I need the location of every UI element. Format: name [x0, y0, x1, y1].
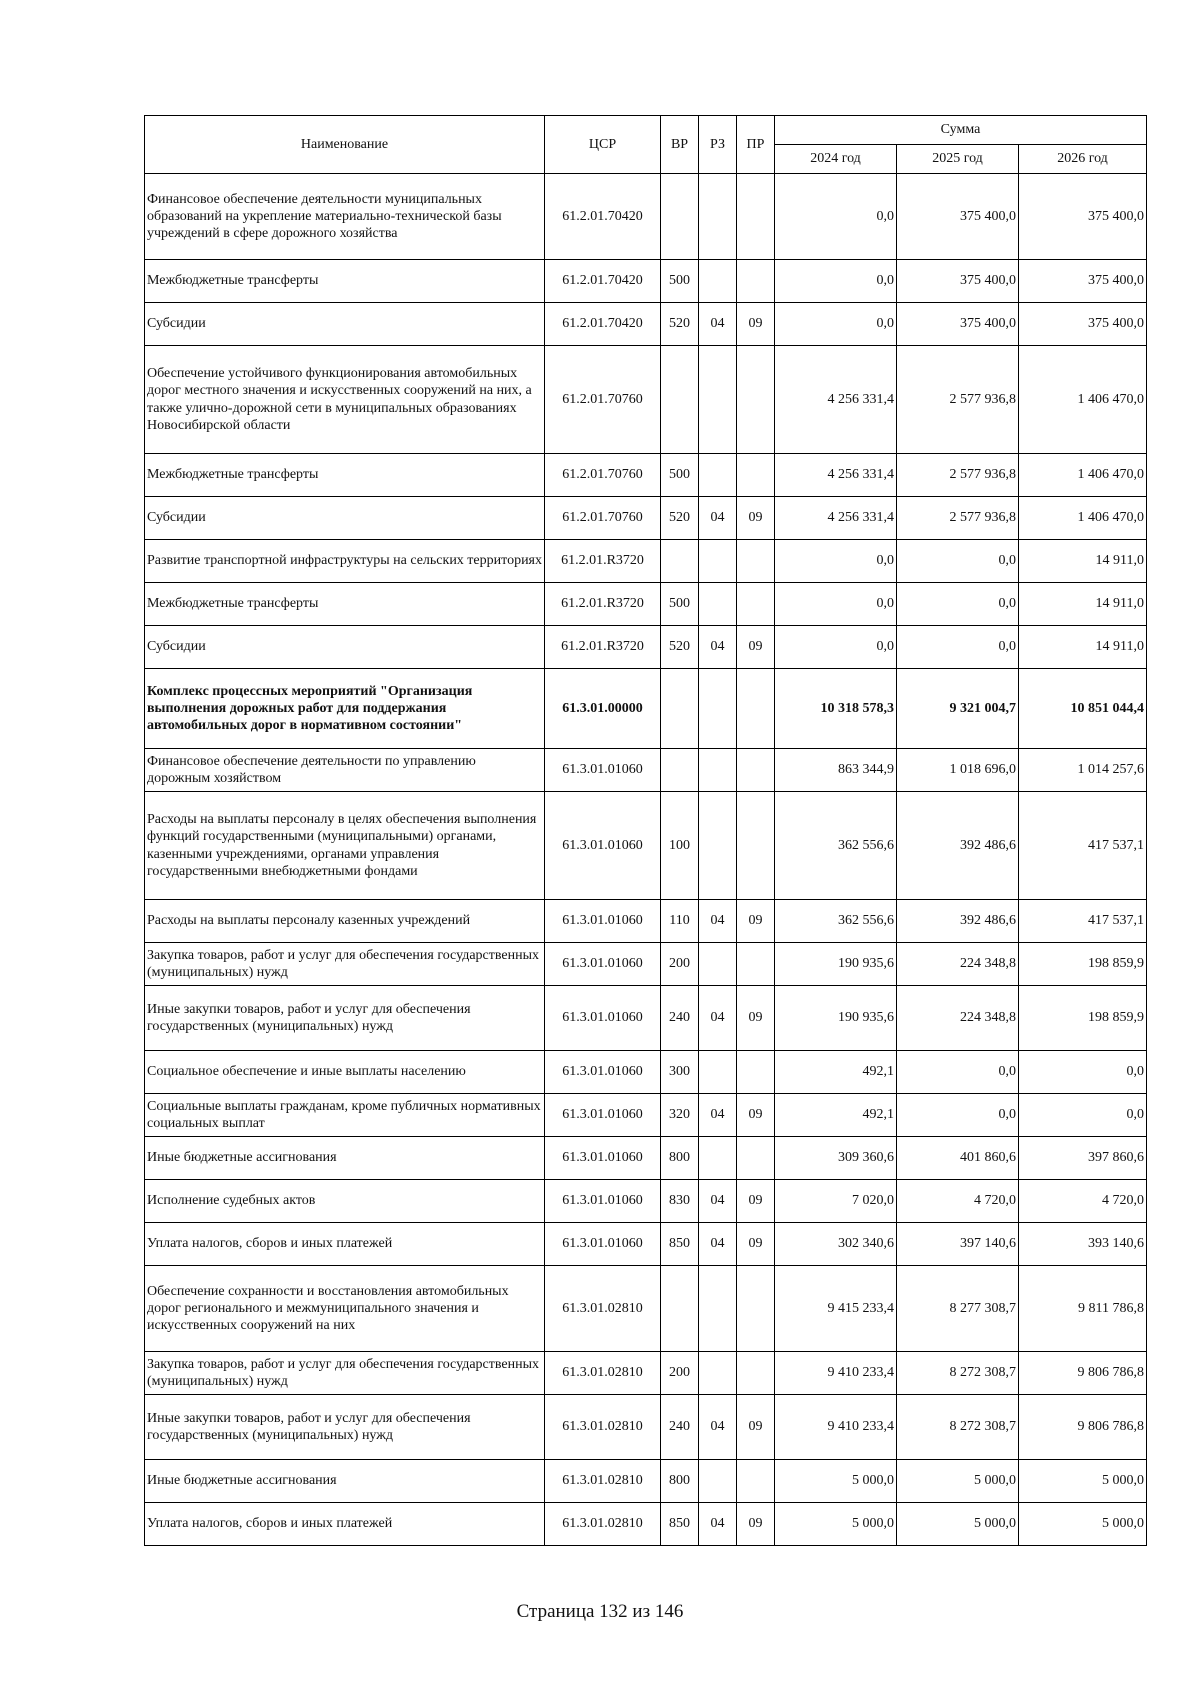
- cell-sum-2024: 0,0: [775, 260, 897, 303]
- cell-vr: 850: [661, 1503, 699, 1546]
- cell-sum-2025: 392 486,6: [897, 792, 1019, 900]
- header-sum: Сумма: [775, 116, 1147, 145]
- cell-csr: 61.3.01.02810: [545, 1503, 661, 1546]
- cell-csr: 61.3.01.00000: [545, 669, 661, 749]
- table-row: [145, 1180, 1147, 1223]
- cell-name: Расходы на выплаты персоналу казенных учреждений: [145, 900, 545, 943]
- cell-sum-2026: 5 000,0: [1019, 1503, 1147, 1546]
- cell-vr: 800: [661, 1137, 699, 1180]
- cell-sum-2025: 0,0: [897, 583, 1019, 626]
- cell-sum-2026: 1 406 470,0: [1019, 454, 1147, 497]
- cell-rz: [699, 669, 737, 749]
- header-vr: ВР: [661, 116, 699, 174]
- cell-pr: [737, 346, 775, 454]
- cell-pr: 09: [737, 626, 775, 669]
- cell-pr: 09: [737, 303, 775, 346]
- cell-csr: 61.2.01.70420: [545, 174, 661, 260]
- cell-vr: [661, 174, 699, 260]
- cell-sum-2026: 198 859,9: [1019, 943, 1147, 986]
- cell-name: Социальное обеспечение и иные выплаты населению: [145, 1051, 545, 1094]
- cell-csr: 61.3.01.01060: [545, 900, 661, 943]
- cell-vr: 520: [661, 303, 699, 346]
- cell-rz: [699, 174, 737, 260]
- cell-csr: 61.3.01.01060: [545, 1094, 661, 1137]
- cell-pr: [737, 1460, 775, 1503]
- table-row: [145, 454, 1147, 497]
- cell-csr: 61.2.01.70760: [545, 454, 661, 497]
- cell-name: Иные закупки товаров, работ и услуг для обеспечения государственных (муниципальных) нужд: [145, 1395, 545, 1460]
- cell-vr: 500: [661, 583, 699, 626]
- cell-pr: 09: [737, 986, 775, 1051]
- cell-name: Субсидии: [145, 626, 545, 669]
- cell-pr: [737, 749, 775, 792]
- cell-sum-2024: 0,0: [775, 583, 897, 626]
- header-pr: ПР: [737, 116, 775, 174]
- cell-sum-2026: 1 406 470,0: [1019, 497, 1147, 540]
- cell-name: Обеспечение устойчивого функционирования автомобильных дорог местного значения и искусственных сооружений на них, а также улично-дорожной сети в муниципальных образованиях Новосибирской области: [145, 346, 545, 454]
- cell-rz: 04: [699, 1223, 737, 1266]
- header-csr: ЦСР: [545, 116, 661, 174]
- cell-sum-2026: 198 859,9: [1019, 986, 1147, 1051]
- cell-sum-2025: 375 400,0: [897, 174, 1019, 260]
- cell-sum-2026: 14 911,0: [1019, 583, 1147, 626]
- cell-rz: [699, 260, 737, 303]
- cell-csr: 61.3.01.01060: [545, 1180, 661, 1223]
- cell-sum-2024: 0,0: [775, 540, 897, 583]
- cell-pr: [737, 583, 775, 626]
- cell-vr: [661, 669, 699, 749]
- cell-name: Уплата налогов, сборов и иных платежей: [145, 1223, 545, 1266]
- table-row: [145, 1460, 1147, 1503]
- table-row: [145, 669, 1147, 749]
- table-row: [145, 1137, 1147, 1180]
- cell-csr: 61.3.01.01060: [545, 986, 661, 1051]
- cell-sum-2026: 9 811 786,8: [1019, 1266, 1147, 1352]
- cell-pr: [737, 792, 775, 900]
- cell-csr: 61.2.01.R3720: [545, 583, 661, 626]
- cell-rz: [699, 1352, 737, 1395]
- header-year-2026: 2026 год: [1019, 145, 1147, 174]
- cell-rz: [699, 346, 737, 454]
- cell-name: Иные бюджетные ассигнования: [145, 1460, 545, 1503]
- table-row: [145, 583, 1147, 626]
- cell-rz: [699, 1266, 737, 1352]
- cell-vr: 240: [661, 1395, 699, 1460]
- cell-sum-2024: 9 415 233,4: [775, 1266, 897, 1352]
- cell-sum-2025: 2 577 936,8: [897, 454, 1019, 497]
- cell-name: Комплекс процессных мероприятий "Организация выполнения дорожных работ для поддержания автомобильных дорог в нормативном состоянии": [145, 669, 545, 749]
- cell-vr: 520: [661, 497, 699, 540]
- table-row: [145, 986, 1147, 1051]
- cell-sum-2024: 9 410 233,4: [775, 1352, 897, 1395]
- cell-sum-2025: 8 272 308,7: [897, 1395, 1019, 1460]
- cell-sum-2024: 492,1: [775, 1094, 897, 1137]
- cell-name: Межбюджетные трансферты: [145, 454, 545, 497]
- cell-rz: [699, 583, 737, 626]
- cell-sum-2025: 0,0: [897, 1051, 1019, 1094]
- cell-rz: 04: [699, 986, 737, 1051]
- cell-sum-2025: 0,0: [897, 540, 1019, 583]
- table-row: [145, 174, 1147, 260]
- cell-sum-2024: 7 020,0: [775, 1180, 897, 1223]
- cell-sum-2025: 397 140,6: [897, 1223, 1019, 1266]
- cell-vr: 800: [661, 1460, 699, 1503]
- cell-vr: 200: [661, 1352, 699, 1395]
- table-row: [145, 1223, 1147, 1266]
- cell-pr: 09: [737, 1180, 775, 1223]
- cell-pr: [737, 1137, 775, 1180]
- cell-csr: 61.3.01.02810: [545, 1352, 661, 1395]
- cell-csr: 61.2.01.70420: [545, 303, 661, 346]
- cell-rz: 04: [699, 1395, 737, 1460]
- cell-name: Финансовое обеспечение деятельности муниципальных образований на укрепление материально-технической базы учреждений в сфере дорожного хозяйства: [145, 174, 545, 260]
- cell-vr: [661, 1266, 699, 1352]
- cell-csr: 61.2.01.70760: [545, 346, 661, 454]
- cell-name: Субсидии: [145, 497, 545, 540]
- header-year-2025: 2025 год: [897, 145, 1019, 174]
- cell-name: Закупка товаров, работ и услуг для обеспечения государственных (муниципальных) нужд: [145, 943, 545, 986]
- cell-vr: [661, 540, 699, 583]
- cell-sum-2025: 224 348,8: [897, 986, 1019, 1051]
- cell-name: Закупка товаров, работ и услуг для обеспечения государственных (муниципальных) нужд: [145, 1352, 545, 1395]
- cell-sum-2026: 10 851 044,4: [1019, 669, 1147, 749]
- cell-name: Межбюджетные трансферты: [145, 583, 545, 626]
- cell-name: Финансовое обеспечение деятельности по управлению дорожным хозяйством: [145, 749, 545, 792]
- cell-vr: [661, 346, 699, 454]
- cell-sum-2026: 14 911,0: [1019, 626, 1147, 669]
- cell-vr: 520: [661, 626, 699, 669]
- cell-pr: [737, 1352, 775, 1395]
- header-rz: РЗ: [699, 116, 737, 174]
- cell-pr: 09: [737, 1503, 775, 1546]
- cell-sum-2025: 9 321 004,7: [897, 669, 1019, 749]
- cell-csr: 61.3.01.01060: [545, 943, 661, 986]
- table-row: [145, 1051, 1147, 1094]
- cell-rz: 04: [699, 1094, 737, 1137]
- table-row: [145, 540, 1147, 583]
- cell-csr: 61.3.01.01060: [545, 749, 661, 792]
- cell-sum-2025: 8 277 308,7: [897, 1266, 1019, 1352]
- cell-name: Уплата налогов, сборов и иных платежей: [145, 1503, 545, 1546]
- cell-sum-2025: 0,0: [897, 1094, 1019, 1137]
- cell-sum-2026: 14 911,0: [1019, 540, 1147, 583]
- table-row: [145, 260, 1147, 303]
- cell-sum-2025: 392 486,6: [897, 900, 1019, 943]
- cell-vr: 500: [661, 454, 699, 497]
- cell-name: Межбюджетные трансферты: [145, 260, 545, 303]
- cell-sum-2025: 1 018 696,0: [897, 749, 1019, 792]
- cell-name: Обеспечение сохранности и восстановления автомобильных дорог регионального и межмуниципального значения и искусственных сооружений на них: [145, 1266, 545, 1352]
- cell-pr: 09: [737, 900, 775, 943]
- cell-rz: [699, 943, 737, 986]
- table-header: [145, 116, 1147, 174]
- cell-vr: 500: [661, 260, 699, 303]
- cell-sum-2024: 863 344,9: [775, 749, 897, 792]
- cell-rz: 04: [699, 497, 737, 540]
- header-name: Наименование: [145, 116, 545, 174]
- cell-pr: [737, 174, 775, 260]
- cell-vr: 110: [661, 900, 699, 943]
- cell-pr: [737, 1051, 775, 1094]
- cell-sum-2026: 397 860,6: [1019, 1137, 1147, 1180]
- cell-vr: 240: [661, 986, 699, 1051]
- cell-vr: 830: [661, 1180, 699, 1223]
- cell-pr: [737, 540, 775, 583]
- cell-sum-2026: 375 400,0: [1019, 303, 1147, 346]
- cell-sum-2026: 393 140,6: [1019, 1223, 1147, 1266]
- cell-sum-2024: 4 256 331,4: [775, 497, 897, 540]
- cell-sum-2026: 1 014 257,6: [1019, 749, 1147, 792]
- cell-name: Иные бюджетные ассигнования: [145, 1137, 545, 1180]
- cell-csr: 61.3.01.02810: [545, 1395, 661, 1460]
- cell-rz: [699, 792, 737, 900]
- cell-csr: 61.3.01.01060: [545, 1223, 661, 1266]
- cell-csr: 61.2.01.R3720: [545, 626, 661, 669]
- cell-csr: 61.3.01.02810: [545, 1460, 661, 1503]
- cell-sum-2024: 0,0: [775, 303, 897, 346]
- cell-sum-2026: 9 806 786,8: [1019, 1352, 1147, 1395]
- cell-sum-2025: 401 860,6: [897, 1137, 1019, 1180]
- table-row: [145, 943, 1147, 986]
- cell-sum-2026: 1 406 470,0: [1019, 346, 1147, 454]
- cell-csr: 61.2.01.70420: [545, 260, 661, 303]
- cell-sum-2025: 2 577 936,8: [897, 497, 1019, 540]
- cell-rz: [699, 1460, 737, 1503]
- cell-sum-2024: 362 556,6: [775, 792, 897, 900]
- cell-sum-2025: 0,0: [897, 626, 1019, 669]
- cell-sum-2024: 362 556,6: [775, 900, 897, 943]
- cell-sum-2024: 5 000,0: [775, 1460, 897, 1503]
- cell-sum-2026: 0,0: [1019, 1094, 1147, 1137]
- cell-sum-2024: 190 935,6: [775, 986, 897, 1051]
- cell-sum-2025: 5 000,0: [897, 1460, 1019, 1503]
- cell-rz: [699, 1137, 737, 1180]
- table-row: [145, 1352, 1147, 1395]
- cell-sum-2026: 9 806 786,8: [1019, 1395, 1147, 1460]
- table-row: [145, 1094, 1147, 1137]
- cell-sum-2025: 8 272 308,7: [897, 1352, 1019, 1395]
- cell-sum-2025: 2 577 936,8: [897, 346, 1019, 454]
- cell-sum-2024: 492,1: [775, 1051, 897, 1094]
- cell-sum-2026: 417 537,1: [1019, 792, 1147, 900]
- cell-sum-2026: 5 000,0: [1019, 1460, 1147, 1503]
- cell-name: Расходы на выплаты персоналу в целях обеспечения выполнения функций государственными (муниципальными) органами, казенными учреждениями, органами управления государственными внебюджетными фондами: [145, 792, 545, 900]
- cell-sum-2024: 302 340,6: [775, 1223, 897, 1266]
- cell-rz: 04: [699, 1180, 737, 1223]
- cell-vr: 100: [661, 792, 699, 900]
- cell-sum-2024: 4 256 331,4: [775, 454, 897, 497]
- cell-sum-2025: 5 000,0: [897, 1503, 1019, 1546]
- table-row: [145, 303, 1147, 346]
- table-row: [145, 497, 1147, 540]
- cell-sum-2026: 4 720,0: [1019, 1180, 1147, 1223]
- cell-vr: 850: [661, 1223, 699, 1266]
- cell-vr: 300: [661, 1051, 699, 1094]
- cell-name: Исполнение судебных актов: [145, 1180, 545, 1223]
- cell-csr: 61.3.01.02810: [545, 1266, 661, 1352]
- cell-vr: [661, 749, 699, 792]
- cell-pr: 09: [737, 1395, 775, 1460]
- cell-sum-2026: 375 400,0: [1019, 174, 1147, 260]
- cell-sum-2024: 4 256 331,4: [775, 346, 897, 454]
- cell-sum-2024: 5 000,0: [775, 1503, 897, 1546]
- table-row: [145, 1395, 1147, 1460]
- cell-rz: [699, 1051, 737, 1094]
- cell-name: Иные закупки товаров, работ и услуг для обеспечения государственных (муниципальных) нужд: [145, 986, 545, 1051]
- cell-name: Социальные выплаты гражданам, кроме публичных нормативных социальных выплат: [145, 1094, 545, 1137]
- table-body: [145, 174, 1147, 1546]
- page-number: Страница 132 из 146: [516, 1601, 684, 1622]
- cell-csr: 61.2.01.R3720: [545, 540, 661, 583]
- cell-sum-2024: 309 360,6: [775, 1137, 897, 1180]
- cell-vr: 200: [661, 943, 699, 986]
- cell-sum-2024: 0,0: [775, 626, 897, 669]
- budget-table: [144, 115, 1147, 1546]
- cell-rz: [699, 454, 737, 497]
- cell-sum-2024: 190 935,6: [775, 943, 897, 986]
- cell-sum-2025: 4 720,0: [897, 1180, 1019, 1223]
- table-row: [145, 792, 1147, 900]
- cell-rz: 04: [699, 1503, 737, 1546]
- table-row: [145, 1266, 1147, 1352]
- cell-sum-2025: 375 400,0: [897, 260, 1019, 303]
- cell-pr: [737, 943, 775, 986]
- cell-csr: 61.3.01.01060: [545, 1051, 661, 1094]
- cell-rz: 04: [699, 303, 737, 346]
- cell-pr: 09: [737, 1094, 775, 1137]
- table-row: [145, 900, 1147, 943]
- cell-rz: [699, 540, 737, 583]
- cell-pr: 09: [737, 497, 775, 540]
- cell-sum-2026: 375 400,0: [1019, 260, 1147, 303]
- cell-sum-2025: 224 348,8: [897, 943, 1019, 986]
- cell-sum-2025: 375 400,0: [897, 303, 1019, 346]
- table-row: [145, 346, 1147, 454]
- cell-vr: 320: [661, 1094, 699, 1137]
- cell-csr: 61.3.01.01060: [545, 1137, 661, 1180]
- cell-sum-2026: 417 537,1: [1019, 900, 1147, 943]
- cell-rz: 04: [699, 626, 737, 669]
- cell-pr: [737, 1266, 775, 1352]
- cell-sum-2024: 10 318 578,3: [775, 669, 897, 749]
- cell-sum-2026: 0,0: [1019, 1051, 1147, 1094]
- cell-pr: [737, 260, 775, 303]
- cell-pr: 09: [737, 1223, 775, 1266]
- table-row: [145, 1503, 1147, 1546]
- cell-pr: [737, 454, 775, 497]
- cell-csr: 61.2.01.70760: [545, 497, 661, 540]
- cell-rz: 04: [699, 900, 737, 943]
- cell-rz: [699, 749, 737, 792]
- cell-name: Субсидии: [145, 303, 545, 346]
- cell-pr: [737, 669, 775, 749]
- cell-sum-2024: 9 410 233,4: [775, 1395, 897, 1460]
- table-row: [145, 626, 1147, 669]
- cell-csr: 61.3.01.01060: [545, 792, 661, 900]
- cell-sum-2024: 0,0: [775, 174, 897, 260]
- header-year-2024: 2024 год: [775, 145, 897, 174]
- cell-name: Развитие транспортной инфраструктуры на сельских территориях: [145, 540, 545, 583]
- table-row: [145, 749, 1147, 792]
